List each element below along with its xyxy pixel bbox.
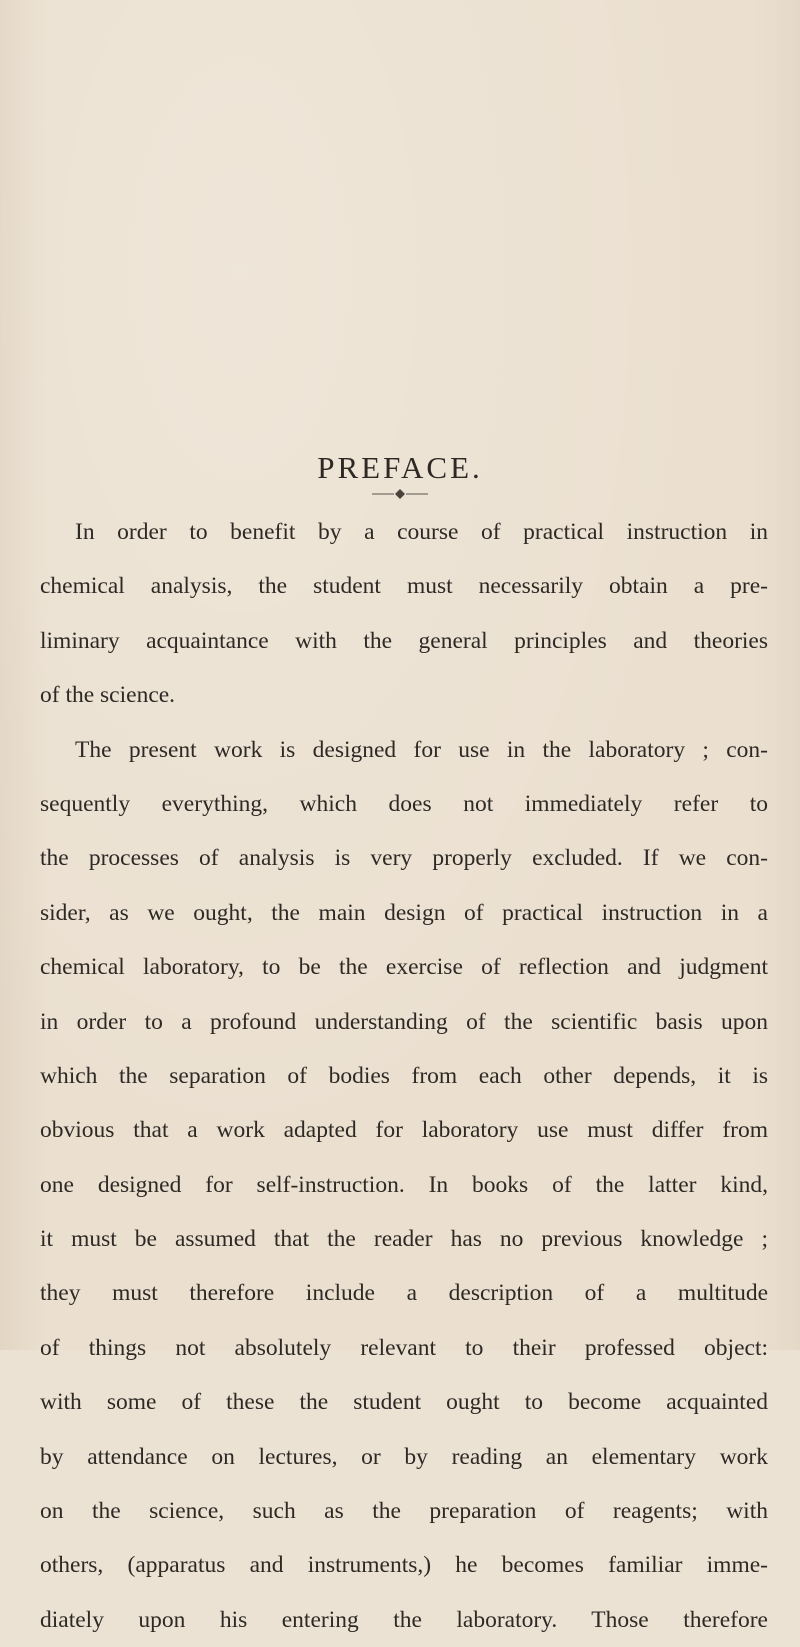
text-line: on the science, such as the preparation of reagents; with	[40, 1498, 768, 1525]
text-line: of the science.	[40, 682, 176, 709]
text-line: The present work is designed for use in the laboratory ; con-	[75, 736, 768, 763]
text-line: chemical laboratory, to be the exercise of reflection and judgment	[40, 954, 768, 981]
text-line: which the separation of bodies from each other depends, it is	[40, 1062, 768, 1089]
text-line: with some of these the student ought to become acquainted	[40, 1389, 768, 1416]
text-line: in order to a profound understanding of the scientific basis upon	[40, 1008, 768, 1035]
text-line: chemical analysis, the student must necessarily obtain a pre-	[40, 573, 768, 600]
text-line: by attendance on lectures, or by reading an elementary work	[40, 1443, 768, 1470]
body-text	[40, 505, 768, 1647]
text-line: In order to benefit by a course of practical instruction in	[75, 519, 768, 545]
text-line: the processes of analysis is very properly excluded. If we con-	[40, 845, 768, 872]
text-line: one designed for self-instruction. In books of the latter kind,	[40, 1171, 768, 1198]
title-ornament	[370, 487, 430, 501]
page-title: PREFACE.	[317, 450, 483, 485]
text-line: of things not absolutely relevant to their professed object:	[40, 1334, 768, 1361]
text-line: obvious that a work adapted for laboratory use must differ from	[40, 1117, 768, 1144]
text-line: it must be assumed that the reader has no previous knowledge ;	[40, 1226, 768, 1253]
text-line: sequently everything, which does not immediately refer to	[40, 790, 768, 817]
text-line: diately upon his entering the laboratory. Those therefore	[40, 1606, 768, 1633]
text-line: they must therefore include a description of a multitude	[40, 1280, 768, 1307]
text-line: others, (apparatus and instruments,) he becomes familiar imme-	[40, 1552, 768, 1579]
text-line: sider, as we ought, the main design of practical instruction in a	[40, 899, 768, 926]
text-line: liminary acquaintance with the general principles and theories	[40, 627, 768, 654]
